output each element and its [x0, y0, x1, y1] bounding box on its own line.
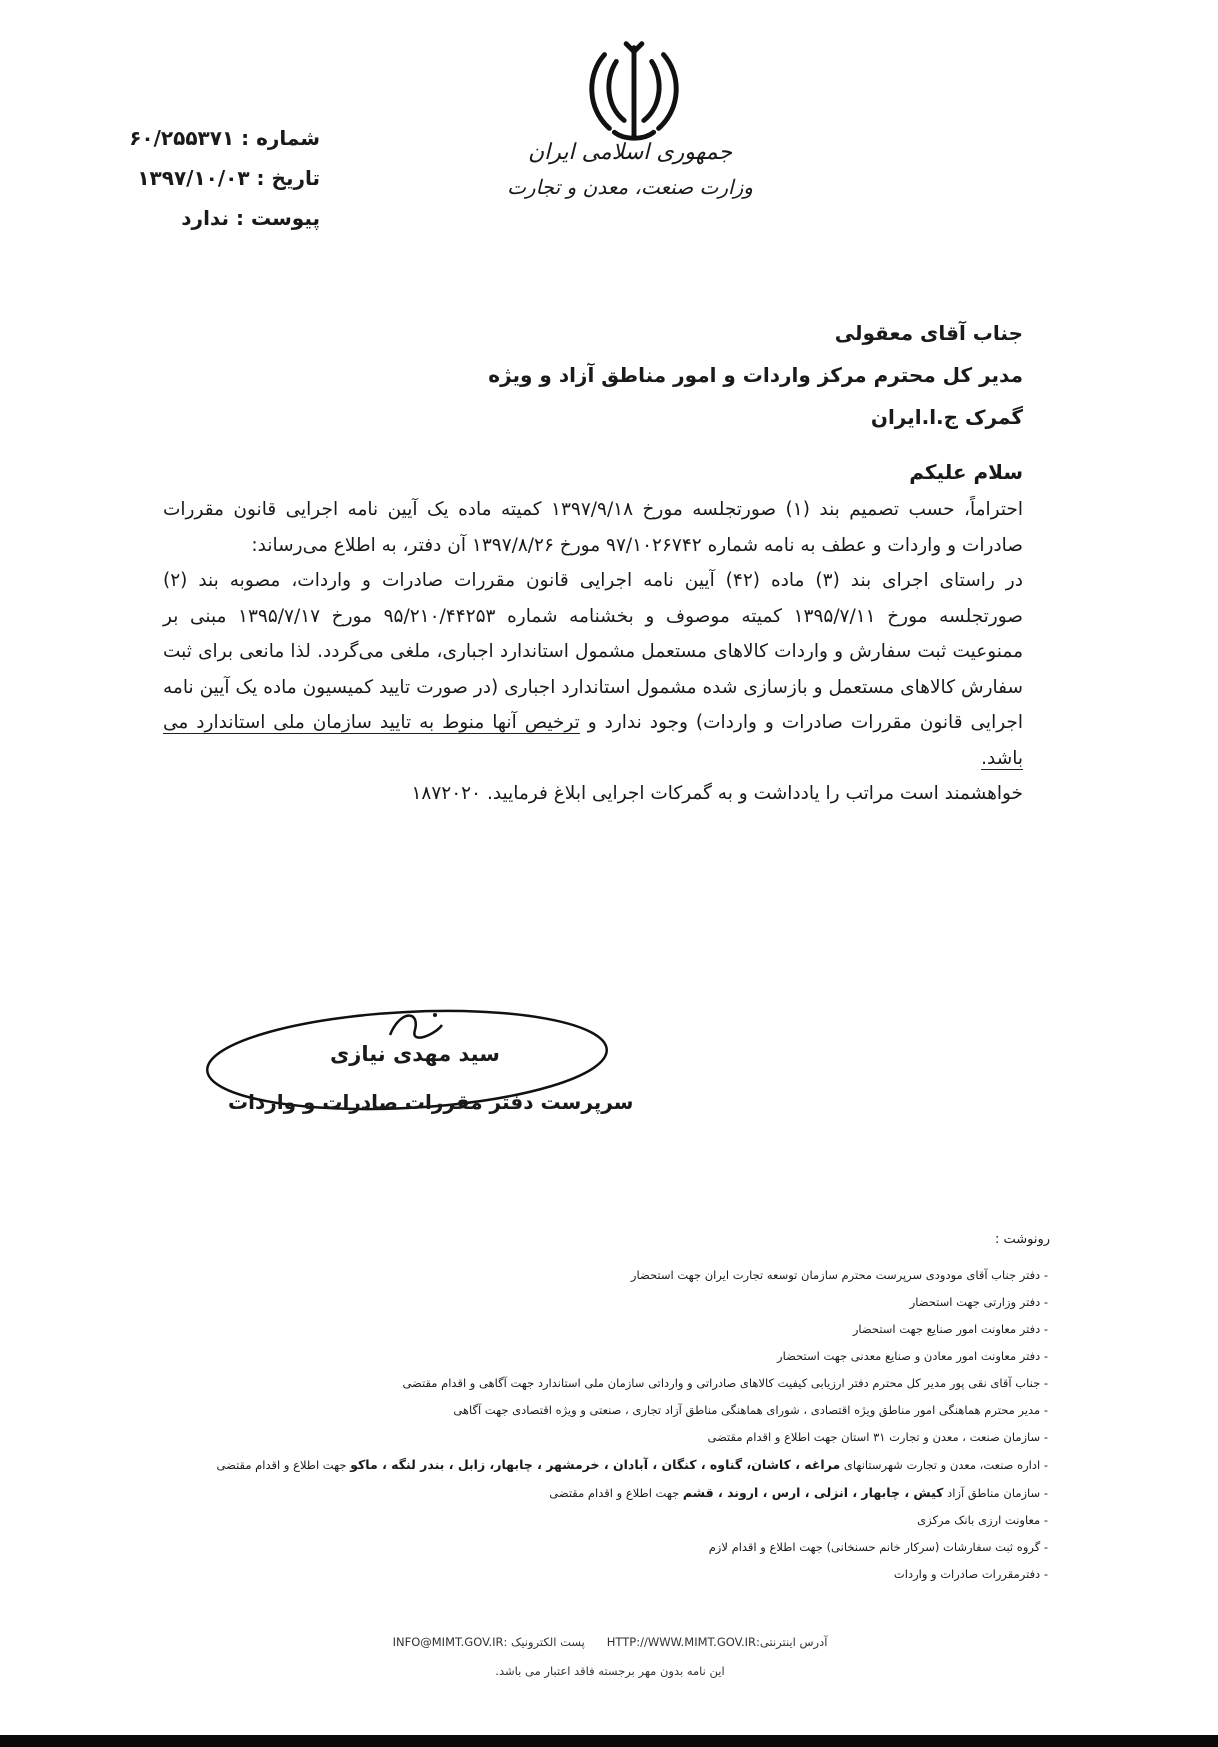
date-label: تاریخ	[271, 166, 320, 190]
cc-item-text: - سازمان مناطق آزاد	[943, 1486, 1048, 1500]
addressee-name: جناب آقای معقولی	[834, 321, 1023, 345]
cc-item	[158, 1451, 1048, 1479]
letter-number-row: شماره : ۶۰/۲۵۵۳۷۱	[129, 126, 320, 150]
underlined-clause: ترخیص آنها منوط به تایید سازمان ملی استاندارد می باشد.	[163, 712, 1023, 769]
letter-date-row: تاریخ : ۱۳۹۷/۱۰/۰۳	[137, 166, 320, 190]
cc-item-text: جهت اطلاع و اقدام مقتضی	[549, 1486, 683, 1500]
addressee-position: مدیر کل محترم مرکز واردات و امور مناطق آزاد و ویژه	[488, 363, 1023, 387]
iran-emblem-icon	[575, 30, 693, 148]
cc-item: - مدیر محترم هماهنگی امور مناطق ویژه اقتصادی ، شورای هماهنگی مناطق آزاد تجاری ، صنعتی و ویژه اقتصادی جهت آگاهی	[453, 1403, 1048, 1417]
body-paragraph-3	[163, 776, 1023, 812]
ministry-name: وزارت صنعت، معدن و تجارت	[507, 175, 753, 199]
scan-edge-band	[0, 1735, 1218, 1747]
reference-code: ۱۸۷۲۰۲۰	[411, 783, 482, 804]
email-link[interactable]: INFO@MIMT.GOV.IR	[392, 1635, 504, 1649]
cc-item: - دفتر جناب آقای مودودی سرپرست محترم سازمان توسعه تجارت ایران جهت استحضار	[630, 1268, 1048, 1282]
website-link[interactable]: HTTP://WWW.MIMT.GOV.IR	[606, 1635, 757, 1649]
letter-body	[163, 492, 1023, 812]
email-label: پست الکترونیک :	[503, 1635, 585, 1649]
cc-item: - گروه ثبت سفارشات (سرکار خانم حسنخانی) جهت اطلاع و اقدام لازم	[708, 1540, 1048, 1554]
attachment-label: پیوست	[250, 206, 320, 230]
salutation: سلام علیکم	[909, 460, 1023, 484]
cc-item: - دفتر وزارتی جهت استحضار	[909, 1295, 1048, 1309]
ministry-header	[470, 140, 790, 199]
date-value: ۱۳۹۷/۱۰/۰۳	[137, 166, 250, 190]
website-label: آدرس اینترنتی:	[756, 1635, 828, 1649]
cc-item-text: جهت اطلاع و اقدام مقتضی	[216, 1458, 351, 1472]
cc-item: - دفتر معاونت امور صنایع جهت استحضار	[852, 1322, 1048, 1336]
country-name: جمهوری اسلامی ایران	[527, 140, 733, 165]
addressee-block	[203, 312, 1023, 438]
cc-item	[158, 1479, 1048, 1507]
number-value: ۶۰/۲۵۵۳۷۱	[129, 126, 235, 150]
body-paragraph-1: احتراماً، حسب تصمیم بند (۱) صورتجلسه مورخ ۱۳۹۷/۹/۱۸ کمیته ماده یک آیین نامه اجرایی قانون مقررات صادرات و واردات و عطف به نامه شماره ۹۷/۱۰۲۶۷۴۲ مورخ ۱۳۹۷/۸/۲۶ آن دفتر، به اطلاع می‌رساند:	[163, 499, 1023, 556]
cc-item: - جناب آقای نقی پور مدیر کل محترم دفتر ارزیابی کیفیت کالاهای صادراتی و وارداتی سازمان ملی استاندارد جهت آگاهی و اقدام مقتضی	[402, 1376, 1048, 1390]
cc-free-zones: کیش ، چابهار ، انزلی ، ارس ، اروند ، قشم	[682, 1485, 944, 1500]
attachment-row: پیوست : ندارد	[181, 206, 320, 230]
validity-notice: این نامه بدون مهر برجسته فاقد اعتبار می باشد.	[495, 1664, 725, 1678]
cc-item: - دفتر معاونت امور معادن و صنایع معدنی جهت استحضار	[777, 1349, 1048, 1363]
cc-item: - سازمان صنعت ، معدن و تجارت ۳۱ استان جهت اطلاع و اقدام مقتضی	[707, 1430, 1048, 1444]
body-paragraph-2	[163, 563, 1023, 776]
closing-request: خواهشمند است مراتب را یادداشت و به گمرکات اجرایی ابلاغ فرمایید.	[486, 783, 1023, 804]
signatory-name: سید مهدی نیازی	[330, 1042, 500, 1066]
letter-meta	[110, 118, 320, 238]
cc-list	[158, 1262, 1048, 1588]
footer-contacts	[320, 1635, 900, 1649]
number-label: شماره	[256, 126, 320, 150]
cc-item: - دفترمقررات صادرات و واردات	[893, 1567, 1048, 1581]
body-paragraph-2-text: در راستای اجرای بند (۳) ماده (۴۲) آیین نامه اجرایی قانون مقررات صادرات و واردات، مصوبه بند (۲) صورتجلسه مورخ ۱۳۹۵/۷/۱۱ کمیته موصوف و بخشنامه شماره ۹۵/۲۱۰/۴۴۲۵۳ مورخ ۱۳۹۵/۷/۱۷ مبنی بر ممنوعیت ثبت سفارش و واردات کالاهای مستعمل مشمول استاندارد اجباری، ملغی می‌گردد. لذا مانعی برای ثبت سفارش کالاهای مستعمل و بازسازی شده مشمول استاندارد اجباری (در صورت تایید کمیسیون ماده یک آیین نامه اجرایی قانون مقررات صادرات و واردات) وجود ندارد و	[163, 570, 1023, 733]
cc-item-text: - اداره صنعت، معدن و تجارت شهرستانهای	[840, 1458, 1048, 1472]
cc-item: - معاونت ارزی بانک مرکزی	[917, 1513, 1048, 1527]
attachment-value: ندارد	[181, 206, 229, 230]
signatory-title: سرپرست دفتر مقررات صادرات و واردات	[228, 1090, 634, 1114]
addressee-organization: گمرک ج.ا.ایران	[870, 405, 1023, 429]
cc-cities: مراغه ، کاشان، گناوه ، کنگان ، آبادان ، خرمشهر ، چابهار، زابل ، بندر لنگه ، ماکو	[350, 1457, 841, 1472]
cc-title: رونوشت :	[994, 1232, 1050, 1247]
